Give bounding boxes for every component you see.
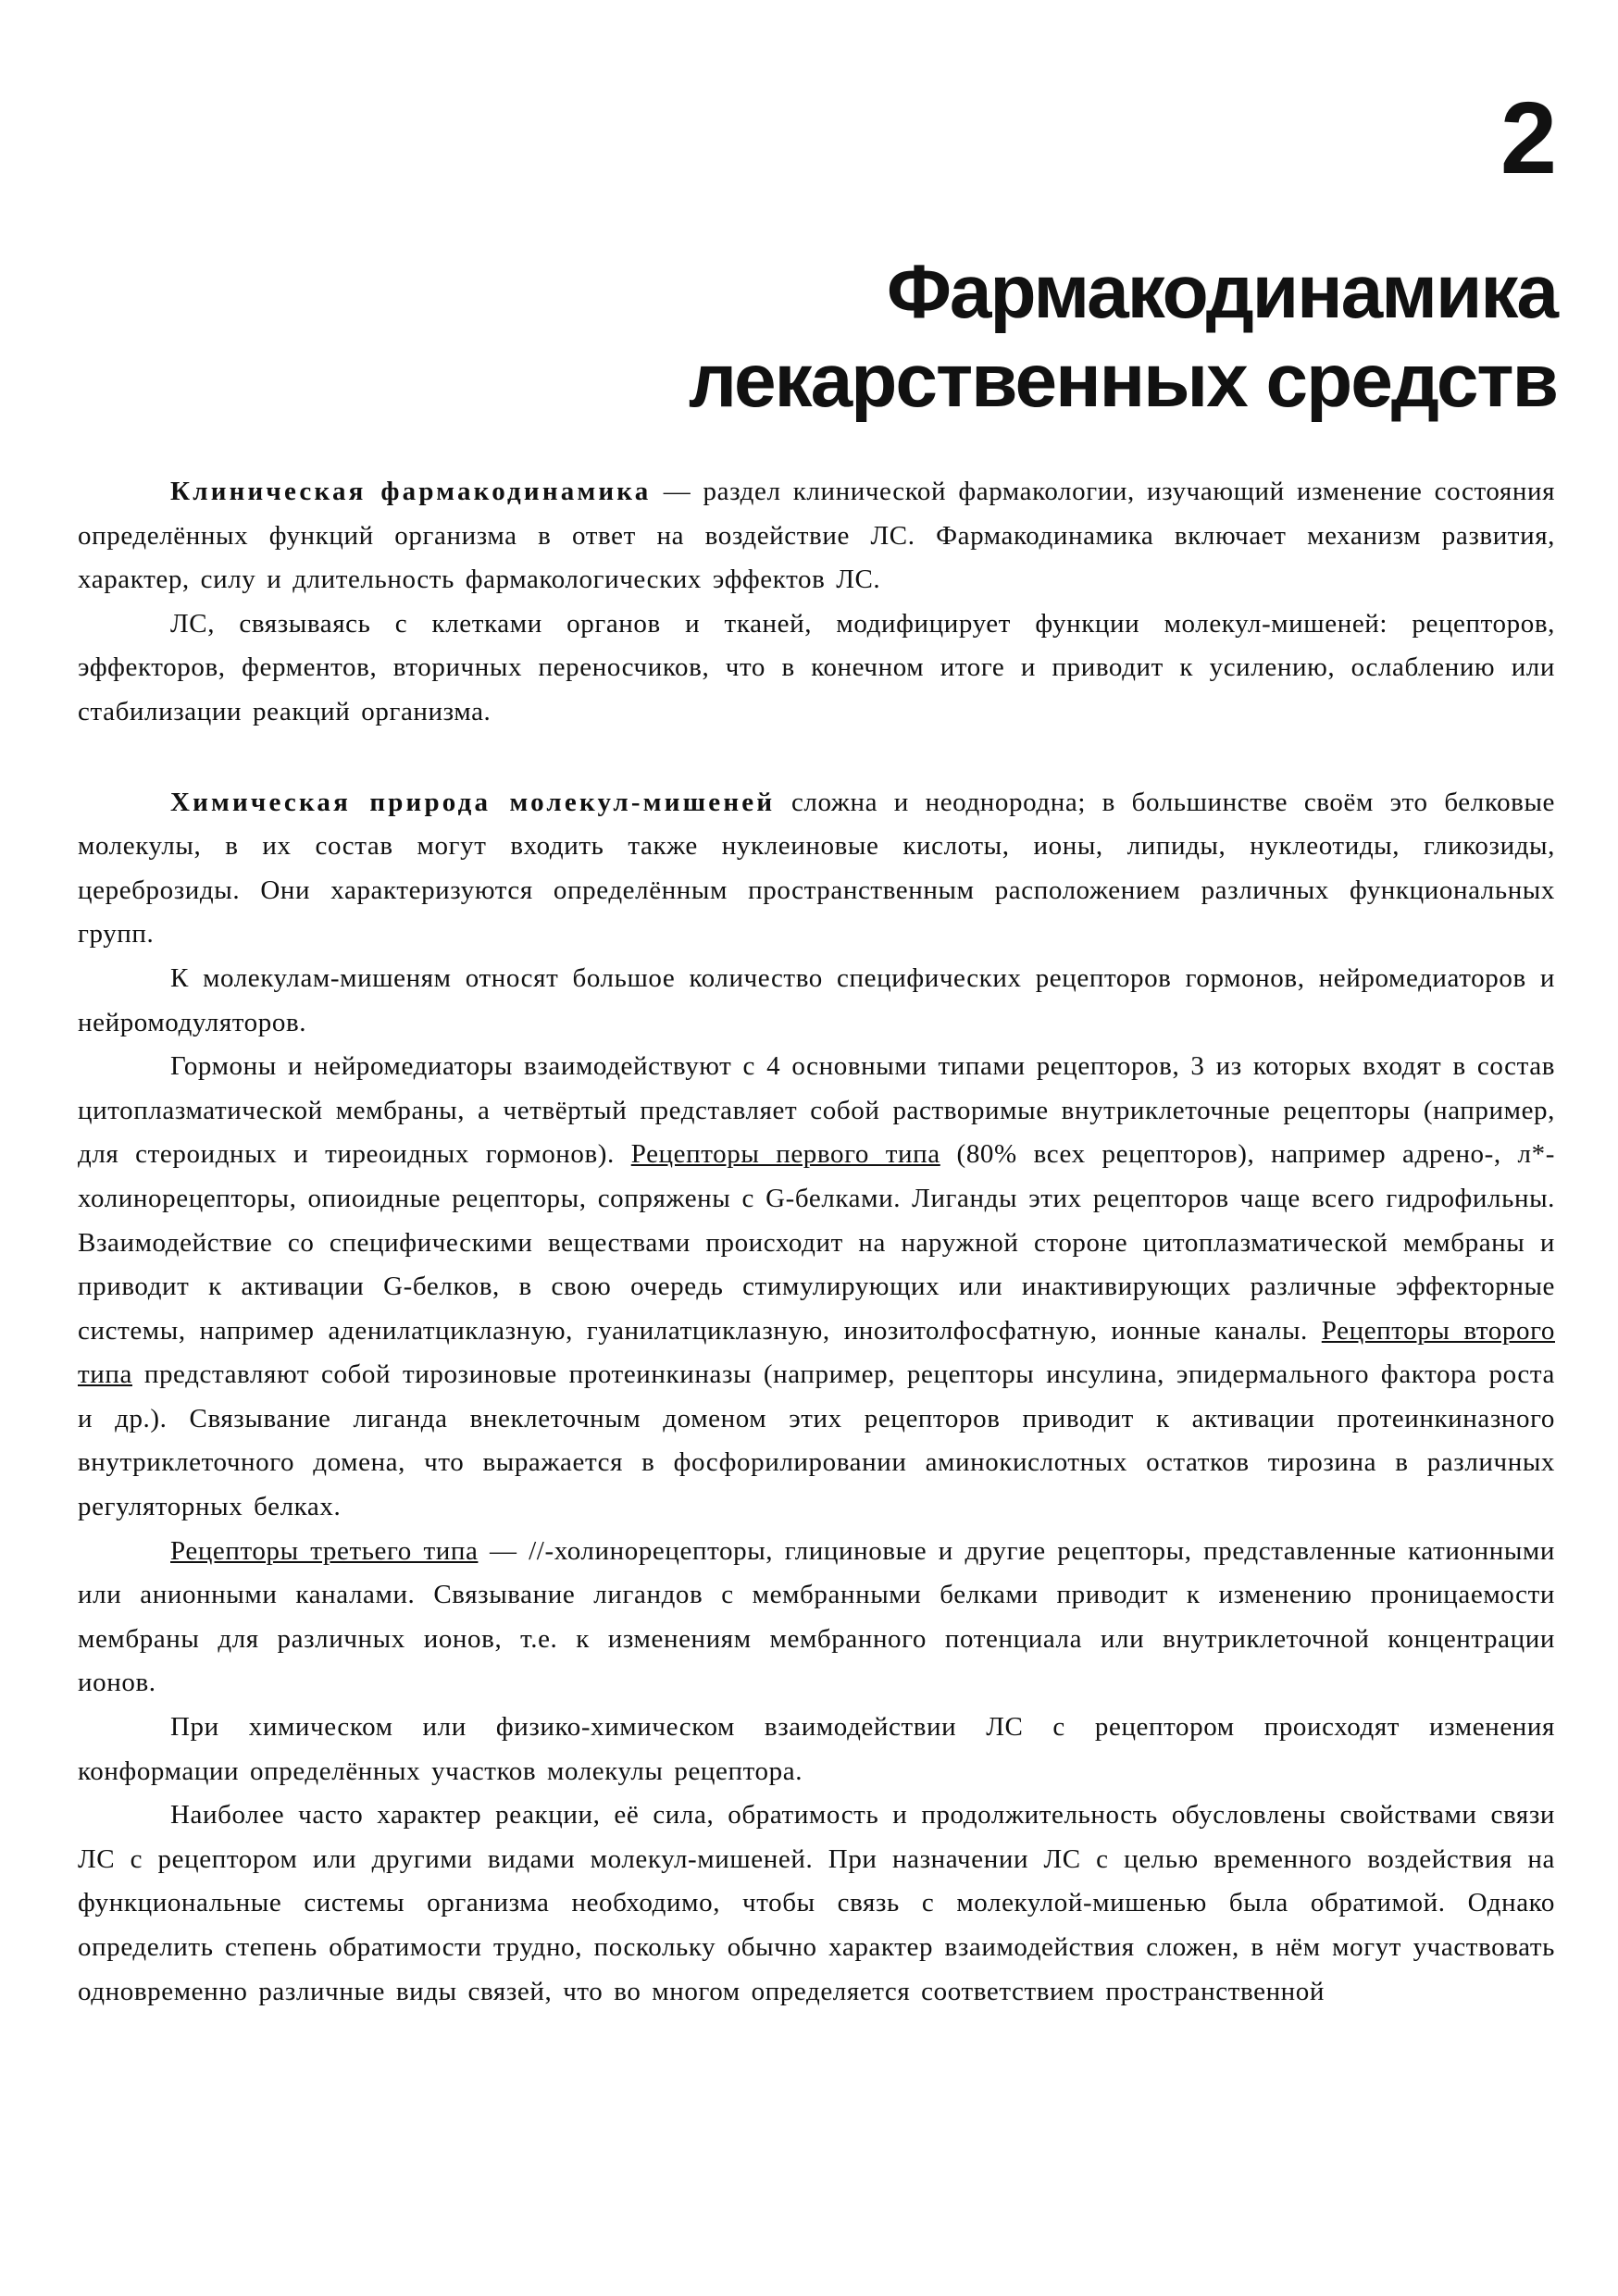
paragraph-text: — //-холинорецепторы, глициновые и другие рецепторы, представленные катионными или анионными каналами. Связывание лигандов с мембранными белками приводит к изменению проницаемости мембраны для различных ионов, т.е. к изменениям мембранного потенциала или внутриклеточной концентрации ионов. [78, 1535, 1556, 1698]
chapter-title [689, 248, 1557, 426]
paragraph-text: представляют собой тирозиновые протеинкиназы (например, рецепторы инсулина, эпидермального фактора роста и др.). Связывание лиганда внеклеточным доменом этих рецепторов приводит к активации протеинкиназного внутриклеточного домена, что выражается в фосфорилировании аминокислотных остатков тирозина в различных регуляторных белках. [78, 1359, 1555, 1522]
paragraph-clinical-pharmacodynamics [78, 470, 1555, 602]
term-receptor-type-3: Рецепторы третьего типа [170, 1535, 479, 1566]
paragraph-target-molecules [78, 602, 1555, 735]
term-chemical-nature: Химическая природа молекул-мишеней [170, 787, 776, 817]
paragraph-receptor-type-3 [78, 1530, 1555, 1706]
paragraph-text: ЛС, связываясь с клетками органов и тканей, модифицирует функции молекул-мишеней: рецепторов, эффекторов, ферментов, вторичных переносчиков, что в конечном итоге и приводит к усилению, ослаблению или стабилизации реакций организма. [78, 608, 1555, 726]
term-clinical-pharmacodynamics: Клиническая фармакодинамика [170, 477, 652, 506]
chapter-title-line-2: лекарственных средств [689, 339, 1557, 423]
paragraph-text: При химическом или физико-химическом взаимодействии ЛС с рецептором происходят изменения конформации определённых участков молекулы рецептора. [78, 1712, 1555, 1786]
chapter-number: 2 [1500, 81, 1557, 195]
paragraph-text: (80% всех рецепторов), например адрено-, л*-холинорецепторы, опиоидные рецепторы, сопряжены с G-белками. Лиганды этих рецепторов чаще всего гидрофильны. Взаимодействие со специфическими веществами происходит на наружной стороне цитоплазматической мембраны и приводит к активации G-белков, в свою очередь стимулирующих или инактивирующих различные эффекторные системы, например аденилатциклазную, гуанилатциклазную, инозитолфосфатную, ионные каналы. [78, 1139, 1555, 1346]
paragraph-receptor-types [78, 1045, 1555, 1530]
body-text [78, 470, 1555, 2014]
paragraph-text: сложна и неоднородна; в большинстве своём это белковые молекулы, в их состав могут входить также нуклеиновые кислоты, ионы, липиды, нуклеотиды, гликозиды, цереброзиды. Они характеризуются определённым пространственным расположением различных функциональных групп. [78, 787, 1556, 949]
paragraph-text: К молекулам-мишеням относят большое количество специфических рецепторов гормонов, нейромедиаторов и нейромодуляторов. [78, 962, 1555, 1037]
paragraph-chemical-nature [78, 781, 1555, 957]
term-receptor-type-1: Рецепторы первого типа [630, 1139, 940, 1170]
paragraph-conformation [78, 1706, 1555, 1793]
paragraph-receptors-list [78, 957, 1555, 1045]
paragraph-binding-reversibility [78, 1793, 1555, 2014]
paragraph-text: Гормоны и нейромедиаторы взаимодействуют с 4 основными типами рецепторов, 3 из которых входят в состав цитоплазматической мембраны, а четвёртый представляет собой растворимые внутриклеточные рецепторы (например, для стероидных и тиреоидных гормонов). [78, 1051, 1555, 1170]
paragraph-text: — раздел клинической фармакологии, изучающий изменение состояния определённых функций организма в ответ на воздействие ЛС. Фармакодинамика включает механизм развития, характер, силу и длительность фармакологических эффектов ЛС. [78, 477, 1556, 595]
term-receptor-type-2: Рецепторы второго типа [78, 1315, 1555, 1390]
paragraph-text: Наиболее часто характер реакции, её сила, обратимость и продолжительность обусловлены свойствами связи ЛС с рецептором или другими видами молекул-мишеней. При назначении ЛС с целью временного воздействия на функциональные системы организма необходимо, чтобы связь с молекулой-мишенью была обратимой. Однако определить степень обратимости трудно, поскольку обычно характер взаимодействия сложен, в нём могут участвовать одновременно различные виды связей, что во многом определяется соответствием пространственной [78, 1800, 1555, 2006]
chapter-title-line-1: Фармакодинамика [886, 250, 1557, 334]
